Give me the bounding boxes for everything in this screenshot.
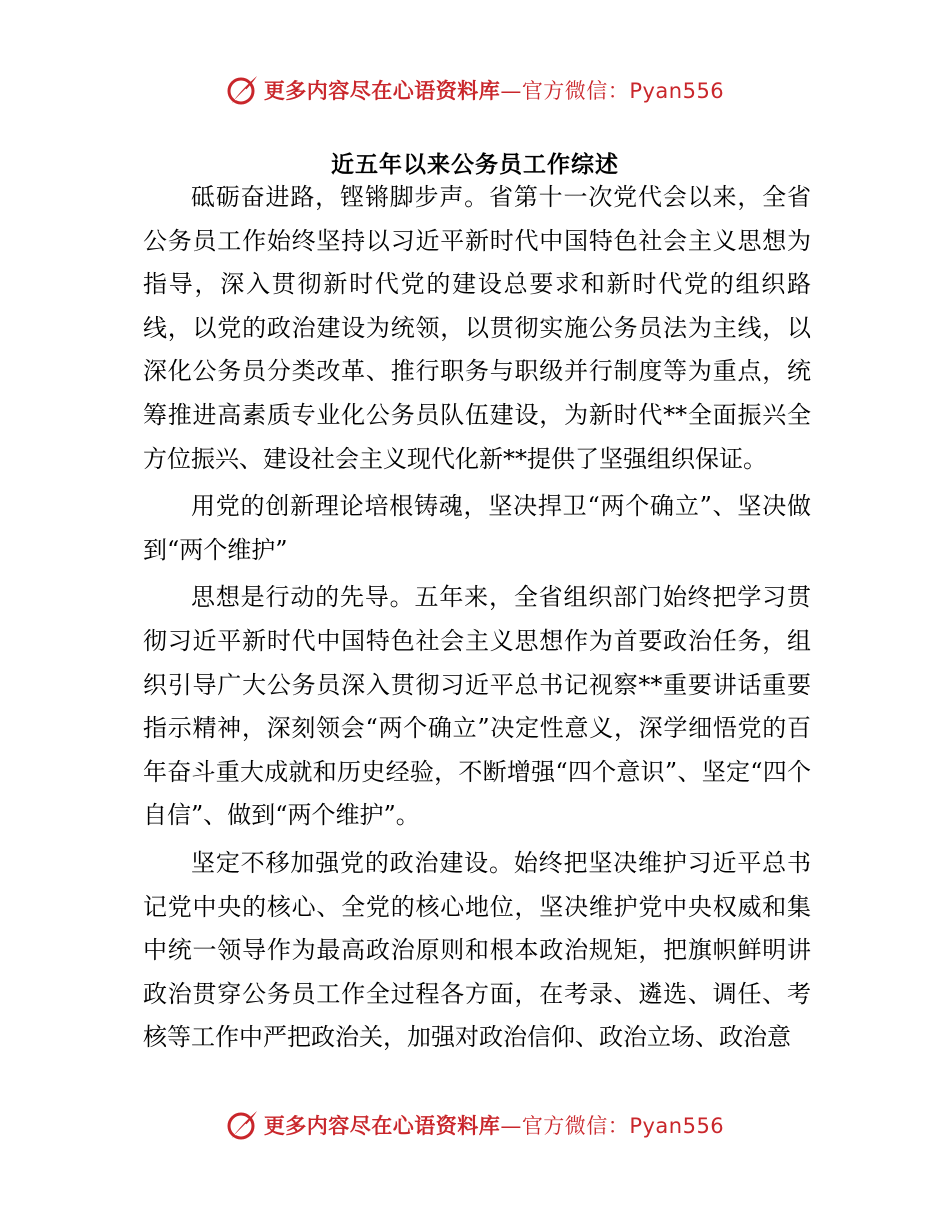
paragraph: 坚定不移加强党的政治建设。始终把坚决维护习近平总书记党中央的核心、全党的核心地位，坚决维护党中央权威和集中统一领导作为最高政治原则和根本政治规矩，把旗帜鲜明讲政治贯穿公务员工作全过程各方面，在考录、遴选、调任、考核等工作中严把政治关，加强对政治信仰、政治立场、政治意 xyxy=(143,848,811,1052)
document-body xyxy=(143,176,811,1064)
quill-logo-icon xyxy=(226,73,260,107)
document-title: 近五年以来公务员工作综述 xyxy=(331,152,619,178)
paragraph: 砥砺奋进路，铿锵脚步声。省第十一次党代会以来，全省公务员工作始终坚持以习近平新时代中国特色社会主义思想为指导，深入贯彻新时代党的建设总要求和新时代党的组织路线，以党的政治建设为统领，以贯彻实施公务员法为主线，以深化公务员分类改革、推行职务与职级并行制度等为重点，统筹推进高素质专业化公务员队伍建设，为新时代**全面振兴全方位振兴、建设社会主义现代化新**提供了坚强组织保证。 xyxy=(143,183,811,473)
quill-logo-icon xyxy=(226,1108,260,1142)
watermark-text: 更多内容尽在心语资料库—官方微信：Pyan556 xyxy=(263,79,725,103)
watermark-text: 更多内容尽在心语资料库—官方微信：Pyan556 xyxy=(263,1114,725,1138)
section-heading: 用党的创新理论培根铸魂，坚决捍卫“两个确立”、坚决做到“两个维护” xyxy=(143,492,811,564)
watermark-banner-top xyxy=(0,68,950,112)
paragraph: 思想是行动的先导。五年来，全省组织部门始终把学习贯彻习近平新时代中国特色社会主义思想作为首要政治任务，组织引导广大公务员深入贯彻习近平总书记视察**重要讲话重要指示精神，深刻领会“两个确立”决定性意义，深学细悟党的百年奋斗重大成就和历史经验，不断增强“四个意识”、坚定“四个自信”、做到“两个维护”。 xyxy=(143,583,811,830)
watermark-banner-bottom xyxy=(0,1103,950,1147)
